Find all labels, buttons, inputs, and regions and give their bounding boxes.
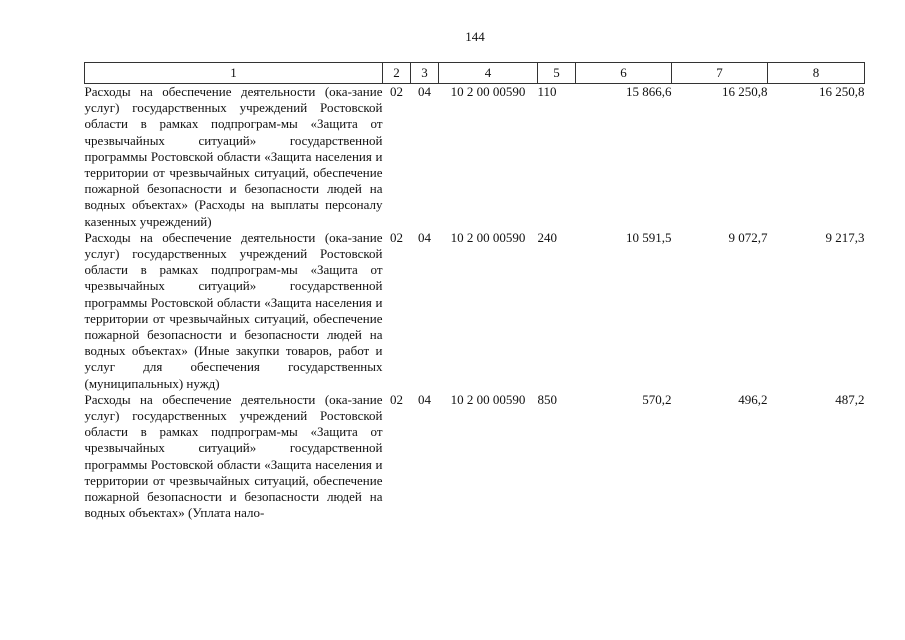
row-amount-col7: 16 250,8 <box>722 84 768 99</box>
column-header-6: 6 <box>576 63 672 84</box>
row-section-code: 02 <box>390 229 403 245</box>
column-header-4: 4 <box>439 63 538 84</box>
row-amount-col7: 9 072,7 <box>728 229 768 245</box>
table-row <box>85 230 865 392</box>
row-target-article: 10 2 00 00590 <box>450 84 526 99</box>
row-subsection-code: 04 <box>418 391 431 407</box>
row-expense-type: 110 <box>537 84 557 99</box>
row-description: Расходы на обеспечение деятельности (ока-зание услуг) государственных учреждений Ростовской области в рамках подпрограм-мы «Защита от чрезвычайных ситуаций» государственной программы Ростовской области «Защита населения и территории от чрезвычайных ситуаций, обеспечение пожарной безопасности и безопасности людей на водных объектах» (Уплата нало- <box>84 391 383 521</box>
row-amount-col6: 570,2 <box>642 391 672 407</box>
column-header-5: 5 <box>538 63 576 84</box>
row-subsection-code: 04 <box>418 84 431 99</box>
header-row <box>85 63 865 84</box>
column-header-3: 3 <box>411 63 439 84</box>
row-target-article: 10 2 00 00590 <box>450 229 526 245</box>
row-section-code: 02 <box>390 84 403 99</box>
table-row <box>85 392 865 522</box>
row-expense-type: 850 <box>537 391 557 407</box>
column-header-2: 2 <box>383 63 411 84</box>
column-header-1: 1 <box>85 63 383 84</box>
row-amount-col8: 487,2 <box>835 391 865 407</box>
row-amount-col6: 10 591,5 <box>626 229 672 245</box>
row-amount-col8: 16 250,8 <box>819 84 865 99</box>
column-header-8: 8 <box>768 63 865 84</box>
row-expense-type: 240 <box>537 229 557 245</box>
row-subsection-code: 04 <box>418 229 431 245</box>
row-amount-col8: 9 217,3 <box>825 229 865 245</box>
row-amount-col7: 496,2 <box>738 391 768 407</box>
row-description: Расходы на обеспечение деятельности (ока-зание услуг) государственных учреждений Ростовской области в рамках подпрограм-мы «Защита от чрезвычайных ситуаций» государственной программы Ростовской области «Защита населения и территории от чрезвычайных ситуаций, обеспечение пожарной безопасности и безопасности людей на водных объектах» (Расходы на выплаты персоналу казенных учреждений) <box>84 84 383 229</box>
row-section-code: 02 <box>390 391 403 407</box>
budget-table <box>84 62 865 521</box>
table-row <box>85 84 865 230</box>
column-header-7: 7 <box>672 63 768 84</box>
row-description: Расходы на обеспечение деятельности (ока-зание услуг) государственных учреждений Ростовской области в рамках подпрограм-мы «Защита от чрезвычайных ситуаций» государственной программы Ростовской области «Защита населения и территории от чрезвычайных ситуаций, обеспечение пожарной безопасности и безопасности людей на водных объектах» (Иные закупки товаров, работ и услуг для обеспечения государственных (муниципальных) нужд) <box>84 229 383 391</box>
page-number: 144 <box>465 29 485 44</box>
row-amount-col6: 15 866,6 <box>626 84 672 99</box>
row-target-article: 10 2 00 00590 <box>450 391 526 407</box>
